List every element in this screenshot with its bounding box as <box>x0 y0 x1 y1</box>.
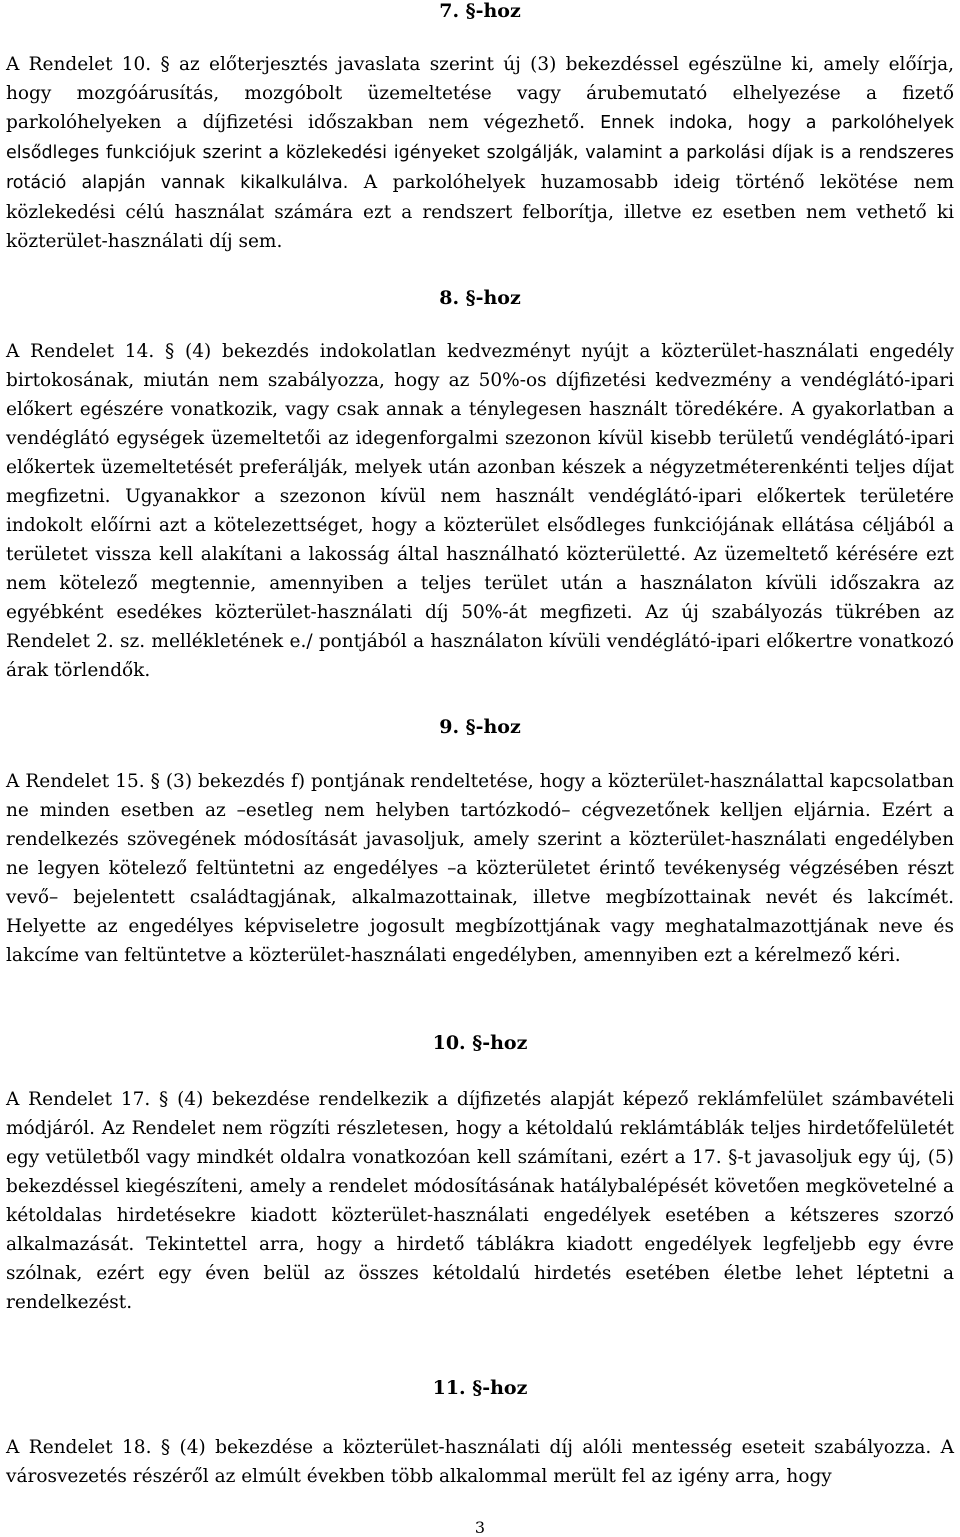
section-heading-11: 11. §-hoz <box>432 1377 528 1399</box>
section-heading-8: 8. §-hoz <box>439 287 521 309</box>
page-number: 3 <box>474 1518 486 1537</box>
section-7-paragraph <box>6 50 954 256</box>
section-heading-10: 10. §-hoz <box>432 1032 528 1054</box>
section-7-text-reason: Ennek indoka, hogy a parkolóhelyek elsődleges funkciójuk szerint a közlekedési igényeket szolgálják, valamint a parkolási díjak is a rendszeres rotáció alapján vannak kikalkulálva. <box>6 113 954 193</box>
section-11-paragraph: A Rendelet 18. § (4) bekezdése a közterület-használati díj alóli mentesség eseteit szabályozza. A városvezetés részéről az elmúlt években több alkalommal merült fel az igény arra, hogy <box>6 1437 954 1487</box>
section-heading-9: 9. §-hoz <box>439 716 521 738</box>
section-heading-7: 7. §-hoz <box>439 0 521 22</box>
section-8-paragraph: A Rendelet 14. § (4) bekezdés indokolatlan kedvezményt nyújt a közterület-használati engedély birtokosának, miután nem szabályozza, hogy az 50%-os díjfizetési kedvezmény a vendéglátó-ipari előkert egészére vonatkozik, vagy csak annak a ténylegesen használt töredékére. A gyakorlatban a vendéglátó egységek üzemeltetői az idegenforgalmi szezonon kívül kisebb területű vendéglátó-ipari előkertek üzemeltetését preferálják, melyek után azonban készek a négyzetméterenkénti teljes díjat megfizetni. Ugyanakkor a szezonon kívül nem használt vendéglátó-ipari előkertek területére indokolt előírni azt a kötelezettséget, hogy a közterület elsődleges funkciójának ellátása céljából a területet vissza kell alakítani a lakosság által használható közterületté. Az üzemeltető kérésére ezt nem kötelező megtennie, amennyiben a teljes terület után a használaton kívüli időszakra az egyébként esedékes közterület-használati díj 50%-át megfizeti. Az új szabályozás tükrében az Rendelet 2. sz. mellékletének e./ pontjából a használaton kívüli vendéglátó-ipari előkertre vonatkozó árak törlendők. <box>6 341 954 681</box>
section-7-text-conclusion: A parkolóhelyek huzamosabb ideig történő lekötése nem közlekedési célú használat számára ezt a rendszert felborítja, illetve ez esetben nem vethető ki közterület-használati díj sem. <box>6 172 954 252</box>
section-7-text-intro: A Rendelet 10. § az előterjesztés javaslata szerint új (3) bekezdéssel egészülne ki, amely előírja, hogy mozgóárusítás, mozgóbolt üzemeltetése vagy árubemutató elhelyezése a fizető parkolóhelyeken a díjfizetési időszakban nem végezhető. <box>6 54 954 133</box>
section-10-paragraph: A Rendelet 17. § (4) bekezdése rendelkezik a díjfizetés alapját képező reklámfelület számbavételi módjáról. Az Rendelet nem rögzíti részletesen, hogy a kétoldalú reklámtáblák teljes hirdetőfelületét egy vetületből vagy mindkét oldalra vonatkozóan kell számítani, ezért a 17. §-t javasoljuk egy új, (5) bekezdéssel kiegészíteni, amely a rendelet módosításának hatálybalépését követően megkövetelné a kétoldalas hirdetésekre kiadott közterület-használati engedélyek esetében a kétszeres szorzó alkalmazását. Tekintettel arra, hogy a hirdető táblákra kiadott engedélyek legfeljebb egy évre szólnak, ezért egy éven belül az összes kétoldalú hirdetés esetében életbe lehet léptetni a rendelkezést. <box>6 1089 954 1313</box>
section-9-paragraph: A Rendelet 15. § (3) bekezdés f) pontjának rendeltetése, hogy a közterület-használattal kapcsolatban ne minden esetben az –esetleg nem helyben tartózkodó– cégvezetőnek kelljen eljárnia. Ezért a rendelkezés szövegének módosítását javasoljuk, amely szerint a közterület-használati engedélyben ne legyen kötelező feltüntetni az engedélyes –a közterületet érintő tevékenység végzésében részt vevő– bejelentett családtagjának, alkalmazottainak, illetve megbízottainak nevét és lakcímét. Helyette az engedélyes képviseletre jogosult megbízottjának vagy meghatalmazottjának neve és lakcíme van feltüntetve a közterület-használati engedélyben, amennyiben ezt a kérelmező kéri. <box>6 771 954 966</box>
